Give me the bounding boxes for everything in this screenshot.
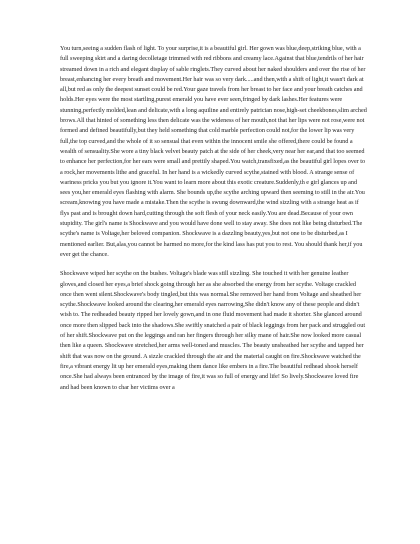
paragraph-1: You turn,seeing a sudden flash of light. To your surprise,it is a beautiful girl. Her gown was blue,deep,striking blue, with a full sweeping skirt and a daring decolletage trimmed with red ribbons and creamy lace.Against that blue,tendrils of her hair streamed down in a rich and elegant display of sable ringlets.They curved about her naked shoulders and over the rise of her breast,enhancing her every breath and movement.Her hair was so very dark.....and then,with a shift of light,it wasn't dark at all,but red as only the deepest sunset could be red.Your gaze travels from her breast to her face and your breath catches and holds.Her eyes were the most startling,purest emerald you have ever seen,fringed by dark lashes.Her features were stunning,perfectly molded,lean and delicate,with a long aquiline and entirely patrician nose,high-set cheekbones,slim arched brows.All that hinted of something less then delicate was the wideness of her mouth,not that her lips were not rose,were not formed and defined beautifully,but they held something that cold marble perfection could not,for the lower lip was very full,the top curved,and the whole of it so sensual that even within the innocent smile she offered,there could be found a wealth of sensuality.She wore a tiny black velvet beauty patch at the side of her cheek,very near her ear,and that too seemed to enhance her perfection,for her ears were small and prettily shaped.You watch,transfixed,as the beautiful girl lopes over to a rock,her movements lithe and graceful. In her hand is a wickedly curved scythe,stained with blood. A strange sense of wariness pricks you but you ignore it.You want to learn more about this exotic creature.Suddenly,th e girl glances up and sees you,her emerald eyes flashing with alarm. She bounds up,the scythe arching upward then seeming to still in the air.You scream,knowing you have made a mistake.Then the scythe is swung downward,the wind sizzling with a strange heat as if flys past and is brought down hard,cutting through the soft flesh of your neck easily.You are dead.Because of your own stupidity. The girl's name is Shockwave and you would have done well to stay away. She does not like being disturbed.The scythe's name is Voltage,her beloved companion. Shockwave is a dazzling beauty,yes,but not one to be disturbed,as I mentioned earlier. But,alas,you cannot be harmed no more,for the kind lass has put you to rest. You should thank her,if you ever get the chance. xyxy=(60,45,367,258)
document-page xyxy=(60,44,368,393)
paragraph-2: Shockwave wiped her scythe on the bushes. Voltage's blade was still sizzling. She touched it with her genuine leather gloves,and closed her eyes,a brief shock going through her as she absorbed the energy from her scythe. Voltage crackled once then went silent.Shockwave's body tingled,but this was normal.She removed her hand from Voltage and sheathed her scythe.Shockwave looked around the clearing,her emerald eyes narrowing,She didn't know any of these people and didn't wish to. The redheaded beauty ripped her lovely gown,and in one fluid movement had made it shorter. She glanced around once more then slipped back into the shadows.She swiftly snatched a pair of black leggings from her pack and struggled out of her shift.Shockwave put on the leggings and ran her fingers through her silky mane of hair.She now looked more casual then like a queen. Shockwave stretched,her arms well-toned and muscles. The beauty unsheathed her scythe and tapped her shift that was now on the ground. A sizzle crackled through the air and the material caught on fire.Shockwave watched the fire,a vibrant energy lit up her emerald eyes,making them dance like embers in a fire.The beautiful redhead shook herself once.She had always been entranced by the image of fire,it was so full of energy and life! So lively.Shockwave loved fire and had been known to char her victims over a xyxy=(60,270,366,391)
